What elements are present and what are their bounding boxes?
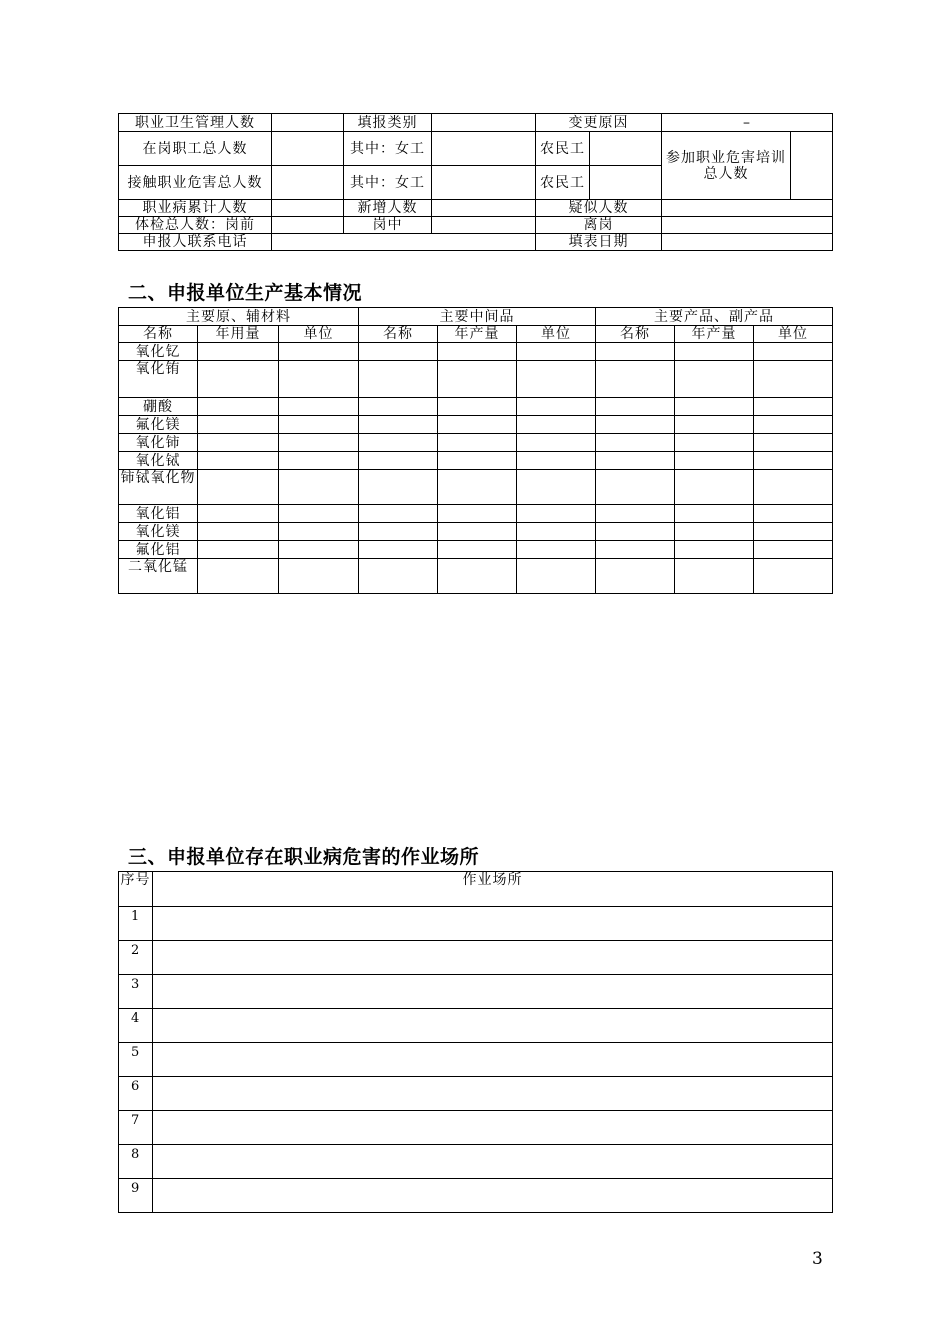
input-cell[interactable] — [279, 452, 359, 470]
input-cell[interactable] — [517, 523, 596, 541]
label-cell: 新增人数 — [344, 200, 432, 217]
material-name: 氟化铝 — [119, 541, 198, 559]
input-cell[interactable] — [596, 343, 675, 361]
input-cell[interactable] — [791, 132, 833, 200]
input-cell[interactable] — [675, 523, 754, 541]
input-cell[interactable] — [675, 416, 754, 434]
input-cell[interactable] — [198, 398, 279, 416]
input-cell[interactable] — [517, 505, 596, 523]
input-cell[interactable] — [279, 559, 359, 594]
input-cell[interactable] — [438, 559, 517, 594]
workplace-body — [119, 907, 833, 1213]
input-cell[interactable] — [596, 361, 675, 398]
workplace-table — [118, 871, 833, 1213]
input-cell[interactable] — [279, 434, 359, 452]
input-cell[interactable] — [662, 217, 833, 234]
input-cell[interactable] — [432, 132, 536, 166]
input-cell[interactable] — [198, 470, 279, 505]
column-header-place: 作业场所 — [153, 872, 833, 907]
input-cell[interactable] — [438, 361, 517, 398]
row-number: 4 — [119, 1009, 153, 1043]
workplace-row — [119, 1009, 833, 1043]
input-cell[interactable] — [438, 343, 517, 361]
group-header: 主要产品、副产品 — [596, 308, 833, 326]
input-cell[interactable] — [754, 416, 833, 434]
input-cell[interactable] — [279, 416, 359, 434]
input-cell[interactable] — [359, 416, 438, 434]
input-cell[interactable] — [662, 234, 833, 251]
input-cell[interactable] — [590, 132, 662, 166]
column-header: 单位 — [279, 326, 359, 343]
workplace-input[interactable] — [153, 1179, 833, 1213]
input-cell[interactable] — [438, 505, 517, 523]
input-cell[interactable] — [754, 343, 833, 361]
input-cell[interactable] — [517, 559, 596, 594]
material-name: 氧化铕 — [119, 361, 198, 398]
column-header: 名称 — [119, 326, 198, 343]
section-title: 三、申报单位存在职业病危害的作业场所 — [128, 846, 480, 868]
workplace-input[interactable] — [153, 975, 833, 1009]
material-row — [119, 541, 833, 559]
input-cell[interactable] — [359, 541, 438, 559]
column-header-no: 序号 — [119, 872, 153, 907]
input-cell[interactable] — [198, 361, 279, 398]
material-name: 氧化镁 — [119, 523, 198, 541]
production-table — [118, 307, 833, 594]
staff-row — [119, 132, 833, 166]
input-cell[interactable] — [279, 343, 359, 361]
workplace-row — [119, 1077, 833, 1111]
input-cell[interactable] — [438, 470, 517, 505]
input-cell[interactable] — [596, 541, 675, 559]
input-cell[interactable] — [432, 114, 536, 132]
input-cell[interactable] — [596, 452, 675, 470]
column-header: 名称 — [596, 326, 675, 343]
sub-header-row — [119, 326, 833, 343]
input-cell[interactable] — [272, 114, 344, 132]
row-number: 7 — [119, 1111, 153, 1145]
input-cell[interactable] — [754, 434, 833, 452]
input-cell[interactable] — [438, 452, 517, 470]
input-cell[interactable] — [517, 343, 596, 361]
label-cell: 职业卫生管理人数 — [119, 114, 272, 132]
row-number: 1 — [119, 907, 153, 941]
input-cell[interactable] — [662, 200, 833, 217]
label-cell: 参加职业危害培训总人数 — [662, 132, 791, 200]
input-cell[interactable] — [198, 541, 279, 559]
materials-body — [119, 343, 833, 594]
input-cell[interactable] — [359, 505, 438, 523]
label-cell: 农民工 — [536, 132, 590, 166]
material-row — [119, 559, 833, 594]
input-cell[interactable] — [438, 434, 517, 452]
input-cell[interactable] — [596, 559, 675, 594]
input-cell[interactable] — [675, 470, 754, 505]
input-cell[interactable] — [517, 416, 596, 434]
input-cell[interactable] — [359, 523, 438, 541]
staff-row — [119, 114, 833, 132]
workplace-row — [119, 1043, 833, 1077]
input-cell[interactable] — [279, 523, 359, 541]
input-cell[interactable] — [432, 200, 536, 217]
material-name: 铈铽氧化物 — [119, 470, 198, 505]
input-cell[interactable] — [596, 470, 675, 505]
input-cell[interactable] — [432, 166, 536, 200]
material-name: 二氧化锰 — [119, 559, 198, 594]
input-cell[interactable] — [438, 523, 517, 541]
group-header: 主要中间品 — [359, 308, 596, 326]
workplace-row — [119, 1111, 833, 1145]
label-cell: 职业病累计人数 — [119, 200, 272, 217]
staff-row — [119, 200, 833, 217]
input-cell[interactable] — [596, 434, 675, 452]
workplace-row — [119, 941, 833, 975]
input-cell[interactable] — [272, 200, 344, 217]
material-row — [119, 361, 833, 398]
input-cell[interactable] — [359, 361, 438, 398]
input-cell[interactable] — [198, 343, 279, 361]
label-cell: 体检总人数：岗前 — [119, 217, 272, 234]
workplace-row — [119, 975, 833, 1009]
input-cell[interactable] — [517, 361, 596, 398]
staff-row — [119, 217, 833, 234]
input-cell[interactable] — [272, 217, 344, 234]
row-number: 3 — [119, 975, 153, 1009]
label-cell: 变更原因 — [536, 114, 662, 132]
label-cell: 其中：女工 — [344, 132, 432, 166]
input-cell[interactable] — [359, 559, 438, 594]
input-cell[interactable] — [359, 470, 438, 505]
material-row — [119, 343, 833, 361]
input-cell[interactable] — [675, 505, 754, 523]
input-cell[interactable] — [279, 541, 359, 559]
workplace-input[interactable] — [153, 1145, 833, 1179]
label-cell: 接触职业危害总人数 — [119, 166, 272, 200]
group-header-row — [119, 308, 833, 326]
row-number: 2 — [119, 941, 153, 975]
input-cell[interactable] — [432, 217, 536, 234]
input-cell[interactable] — [754, 559, 833, 594]
material-name: 硼酸 — [119, 398, 198, 416]
material-name: 氧化铽 — [119, 452, 198, 470]
material-name: 氧化铈 — [119, 434, 198, 452]
input-cell[interactable] — [754, 541, 833, 559]
material-row — [119, 398, 833, 416]
material-row — [119, 470, 833, 505]
row-number: 9 — [119, 1179, 153, 1213]
input-cell[interactable] — [198, 452, 279, 470]
material-name: 氧化钇 — [119, 343, 198, 361]
material-row — [119, 434, 833, 452]
input-cell[interactable] — [198, 559, 279, 594]
input-cell[interactable] — [517, 541, 596, 559]
material-row — [119, 523, 833, 541]
input-cell[interactable] — [517, 452, 596, 470]
input-cell[interactable] — [596, 523, 675, 541]
staff-row — [119, 234, 833, 251]
page-number: 3 — [812, 1249, 823, 1269]
group-header: 主要原、辅材料 — [119, 308, 359, 326]
material-row — [119, 452, 833, 470]
input-cell[interactable] — [438, 398, 517, 416]
input-cell[interactable] — [754, 398, 833, 416]
row-number: 6 — [119, 1077, 153, 1111]
input-cell[interactable] — [675, 361, 754, 398]
column-header: 单位 — [754, 326, 833, 343]
input-cell[interactable] — [517, 470, 596, 505]
input-cell[interactable] — [596, 505, 675, 523]
input-cell[interactable] — [279, 361, 359, 398]
input-cell[interactable] — [754, 470, 833, 505]
workplace-header-row — [119, 872, 833, 907]
input-cell[interactable] — [359, 452, 438, 470]
material-name: 氟化镁 — [119, 416, 198, 434]
material-row — [119, 505, 833, 523]
workplace-input[interactable] — [153, 1077, 833, 1111]
input-cell[interactable] — [279, 505, 359, 523]
input-cell[interactable] — [198, 505, 279, 523]
label-cell: 离岗 — [536, 217, 662, 234]
input-cell[interactable] — [754, 505, 833, 523]
input-cell[interactable] — [675, 452, 754, 470]
input-cell[interactable] — [359, 398, 438, 416]
input-cell[interactable] — [754, 452, 833, 470]
input-cell[interactable] — [359, 434, 438, 452]
column-header: 单位 — [517, 326, 596, 343]
input-cell[interactable] — [198, 434, 279, 452]
label-cell: 农民工 — [536, 166, 590, 200]
input-cell[interactable] — [279, 470, 359, 505]
label-cell: 申报人联系电话 — [119, 234, 272, 251]
workplace-row — [119, 1179, 833, 1213]
workplace-row — [119, 907, 833, 941]
value-cell: – — [662, 114, 833, 132]
input-cell[interactable] — [198, 416, 279, 434]
input-cell[interactable] — [596, 398, 675, 416]
workplace-input[interactable] — [153, 1043, 833, 1077]
column-header: 年产量 — [438, 326, 517, 343]
column-header: 年用量 — [198, 326, 279, 343]
workplace-input[interactable] — [153, 1009, 833, 1043]
input-cell[interactable] — [198, 523, 279, 541]
input-cell[interactable] — [596, 416, 675, 434]
workplace-row — [119, 1145, 833, 1179]
workplace-input[interactable] — [153, 907, 833, 941]
input-cell[interactable] — [279, 398, 359, 416]
label-cell: 其中：女工 — [344, 166, 432, 200]
label-cell: 岗中 — [344, 217, 432, 234]
label-cell: 填表日期 — [536, 234, 662, 251]
row-number: 8 — [119, 1145, 153, 1179]
workplace-input[interactable] — [153, 941, 833, 975]
input-cell[interactable] — [438, 541, 517, 559]
input-cell[interactable] — [675, 559, 754, 594]
label-cell: 在岗职工总人数 — [119, 132, 272, 166]
input-cell[interactable] — [272, 166, 344, 200]
input-cell[interactable] — [272, 234, 536, 251]
column-header: 名称 — [359, 326, 438, 343]
input-cell[interactable] — [517, 398, 596, 416]
input-cell[interactable] — [754, 523, 833, 541]
material-row — [119, 416, 833, 434]
section-title: 二、申报单位生产基本情况 — [128, 282, 363, 304]
input-cell[interactable] — [438, 416, 517, 434]
input-cell[interactable] — [675, 398, 754, 416]
input-cell[interactable] — [675, 343, 754, 361]
input-cell[interactable] — [590, 166, 662, 200]
column-header: 年产量 — [675, 326, 754, 343]
input-cell[interactable] — [272, 132, 344, 166]
row-number: 5 — [119, 1043, 153, 1077]
input-cell[interactable] — [675, 434, 754, 452]
material-name: 氧化铝 — [119, 505, 198, 523]
input-cell[interactable] — [675, 541, 754, 559]
input-cell[interactable] — [754, 361, 833, 398]
input-cell[interactable] — [517, 434, 596, 452]
input-cell[interactable] — [359, 343, 438, 361]
label-cell: 疑似人数 — [536, 200, 662, 217]
label-cell: 填报类别 — [344, 114, 432, 132]
staffing-table — [118, 113, 833, 251]
workplace-input[interactable] — [153, 1111, 833, 1145]
